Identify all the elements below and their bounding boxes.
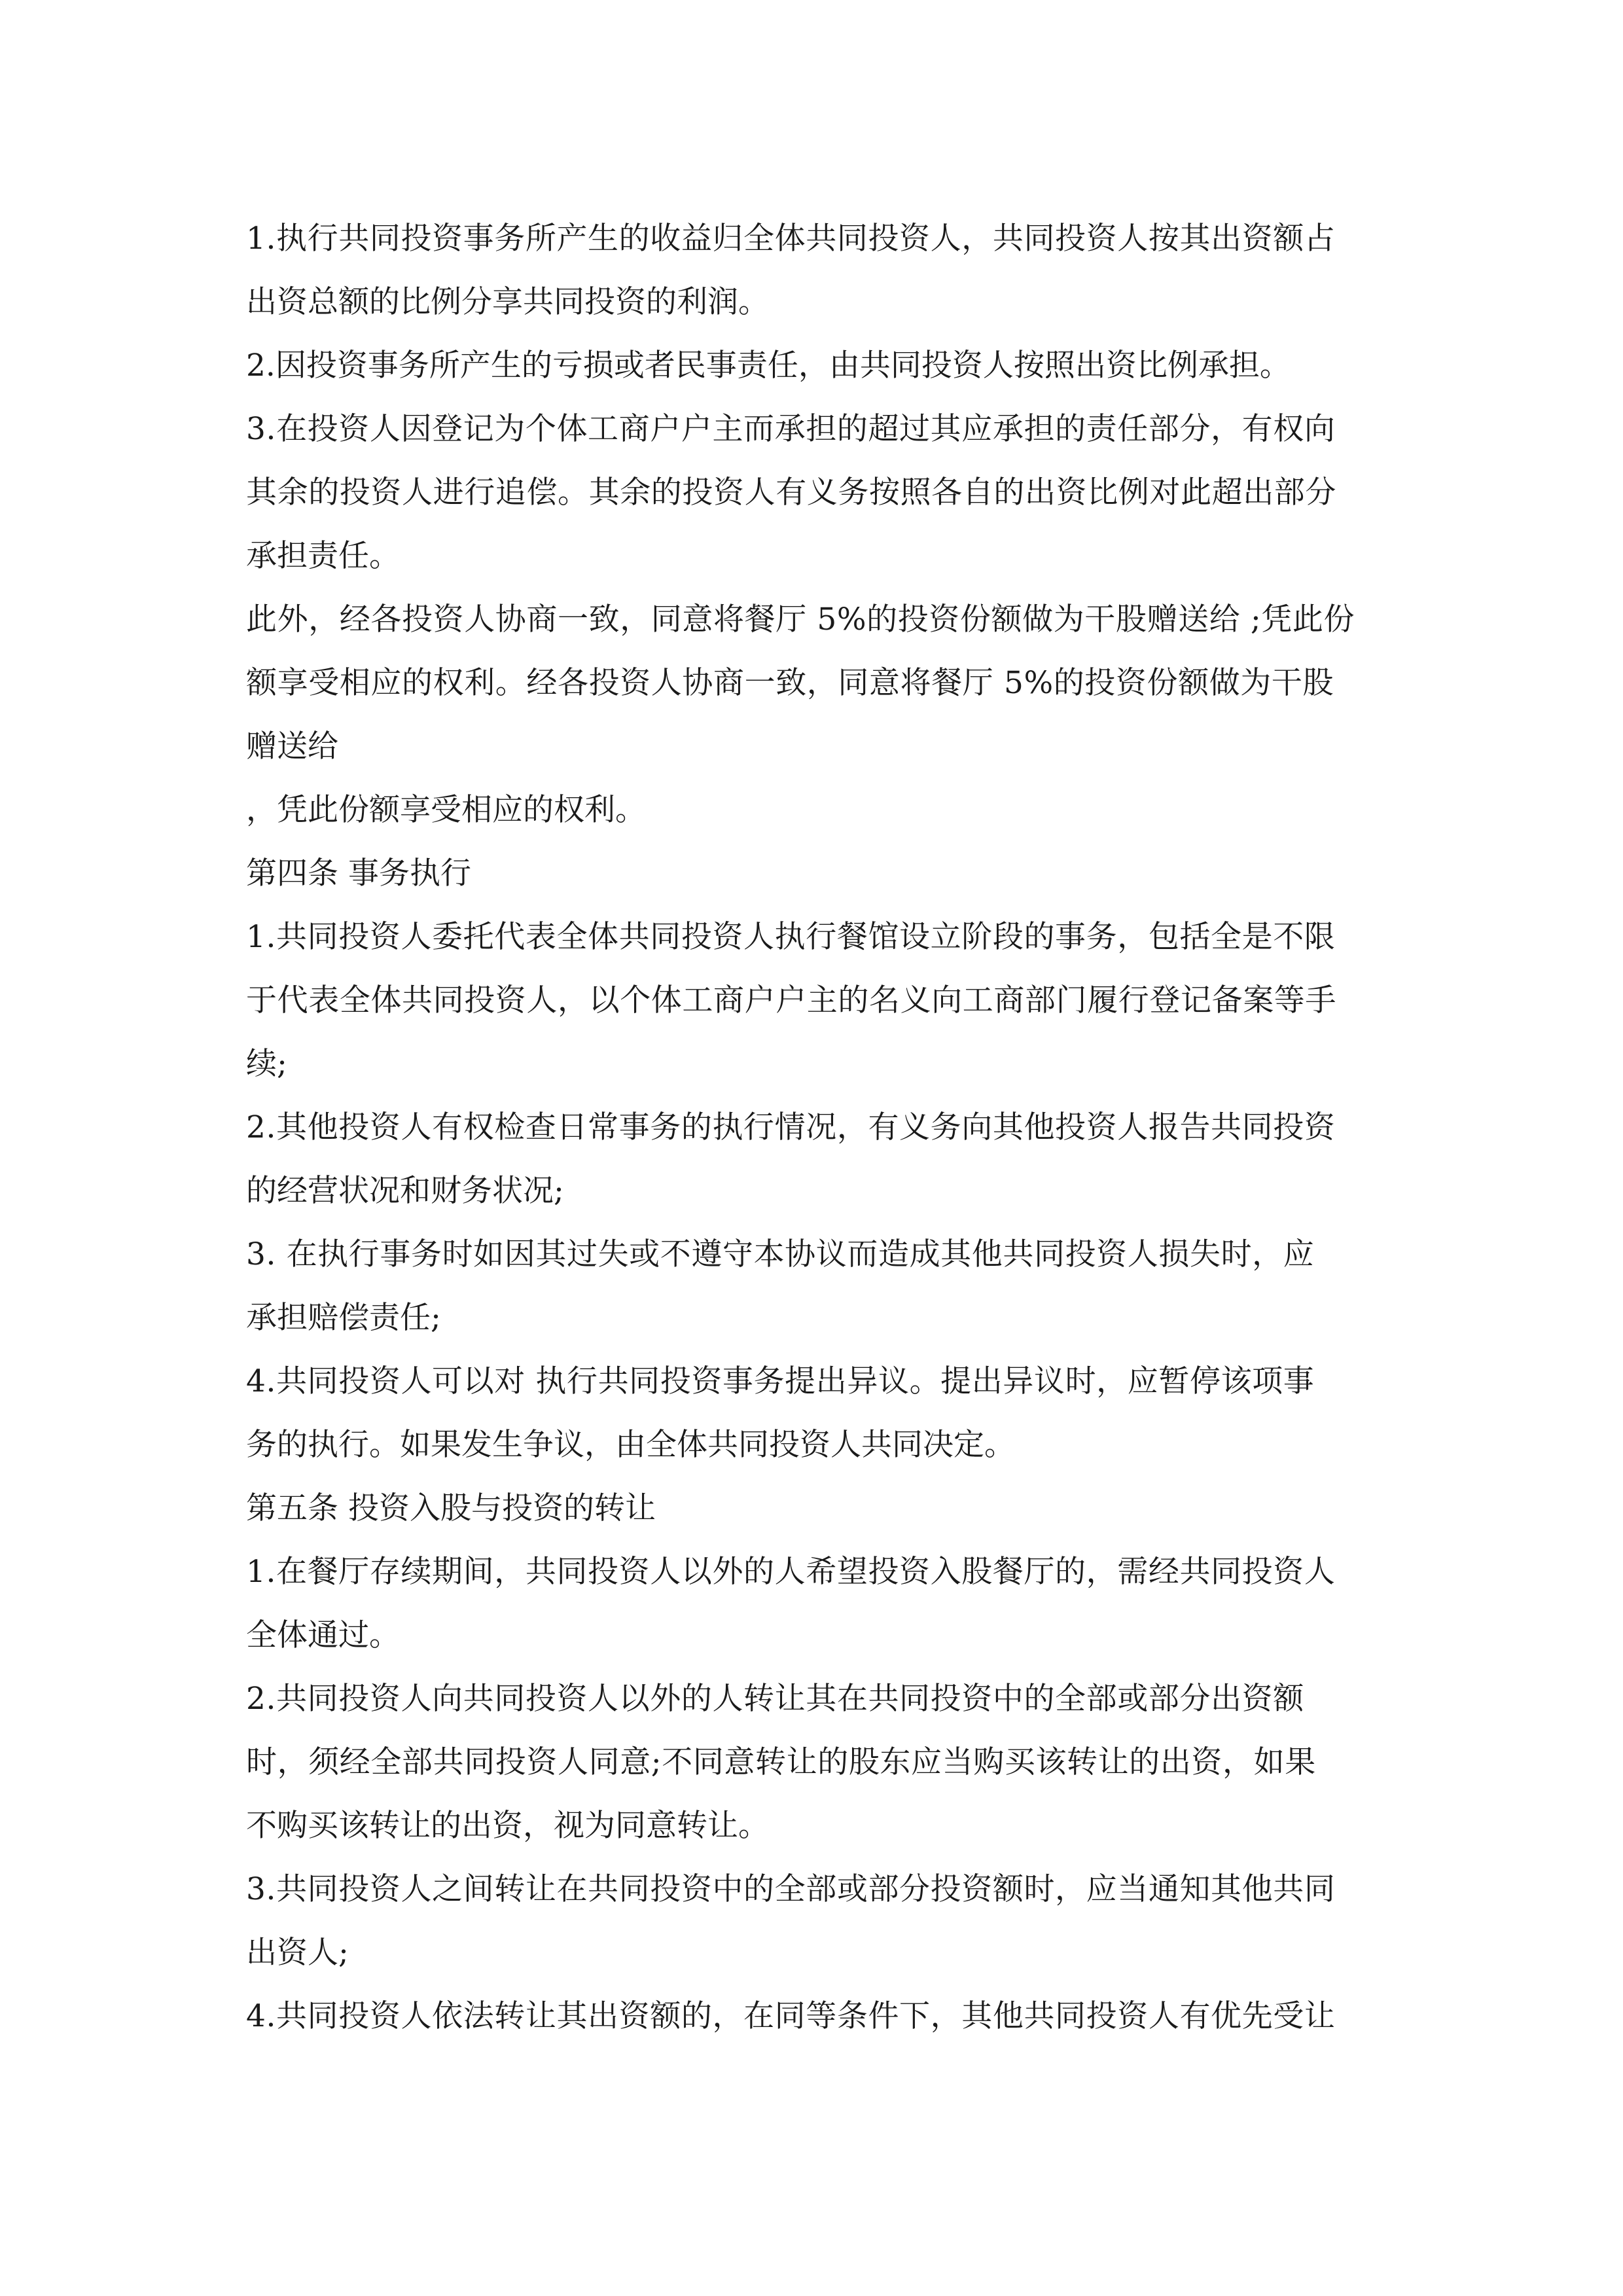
text-line: 2.其他投资人有权检查日常事务的执行情况，有义务向其他投资人报告共同投资 bbox=[246, 1109, 1336, 1145]
text-line: 不购买该转让的出资，视为同意转让。 bbox=[246, 1808, 769, 1844]
text-line: 1.共同投资人委托代表全体共同投资人执行餐馆设立阶段的事务，包括全是不限 bbox=[246, 919, 1336, 955]
section-heading: 第四条 事务执行 bbox=[246, 855, 471, 891]
text-line: 于代表全体共同投资人，以个体工商户户主的名义向工商部门履行登记备案等手 bbox=[246, 982, 1336, 1018]
text-line: 赠送给 bbox=[246, 728, 338, 764]
text-line: 4.共同投资人可以对 执行共同投资事务提出异议。提出异议时，应暂停该项事 bbox=[246, 1363, 1315, 1399]
section-heading: 第五条 投资入股与投资的转让 bbox=[246, 1490, 656, 1526]
text-line: 承担赔偿责任; bbox=[246, 1300, 441, 1336]
text-line: 务的执行。如果发生争议，由全体共同投资人共同决定。 bbox=[246, 1427, 1015, 1463]
text-line: 出资总额的比例分享共同投资的利润。 bbox=[246, 284, 769, 320]
text-line: 3.在投资人因登记为个体工商户户主而承担的超过其应承担的责任部分，有权向 bbox=[246, 411, 1336, 447]
text-line: 的经营状况和财务状况; bbox=[246, 1173, 564, 1209]
text-line: ，凭此份额享受相应的权利。 bbox=[246, 792, 646, 828]
text-line: 额享受相应的权利。经各投资人协商一致，同意将餐厅 5%的投资份额做为干股 bbox=[246, 665, 1334, 701]
text-line: 1.执行共同投资事务所产生的收益归全体共同投资人，共同投资人按其出资额占 bbox=[246, 221, 1336, 257]
text-line: 出资人; bbox=[246, 1935, 349, 1971]
document-body bbox=[246, 207, 1381, 2048]
text-line: 4.共同投资人依法转让其出资额的，在同等条件下，其他共同投资人有优先受让 bbox=[246, 1998, 1336, 2034]
text-line: 2.共同投资人向共同投资人以外的人转让其在共同投资中的全部或部分出资额 bbox=[246, 1681, 1304, 1717]
text-line: 3. 在执行事务时如因其过失或不遵守本协议而造成其他共同投资人损失时，应 bbox=[246, 1236, 1315, 1272]
text-line: 2.因投资事务所产生的亏损或者民事责任，由共同投资人按照出资比例承担。 bbox=[246, 348, 1291, 384]
text-line: 全体通过。 bbox=[246, 1617, 400, 1653]
text-line: 1.在餐厅存续期间，共同投资人以外的人希望投资入股餐厅的，需经共同投资人 bbox=[246, 1554, 1336, 1590]
text-line: 3.共同投资人之间转让在共同投资中的全部或部分投资额时，应当通知其他共同 bbox=[246, 1871, 1336, 1907]
text-line: 其余的投资人进行追偿。其余的投资人有义务按照各自的出资比例对此超出部分 bbox=[246, 475, 1336, 511]
text-line: 承担责任。 bbox=[246, 538, 400, 574]
text-line: 续; bbox=[246, 1046, 287, 1082]
text-line: 此外，经各投资人协商一致，同意将餐厅 5%的投资份额做为干股赠送给 ;凭此份 bbox=[246, 601, 1355, 637]
text-line: 时，须经全部共同投资人同意;不同意转让的股东应当购买该转让的出资，如果 bbox=[246, 1744, 1316, 1780]
